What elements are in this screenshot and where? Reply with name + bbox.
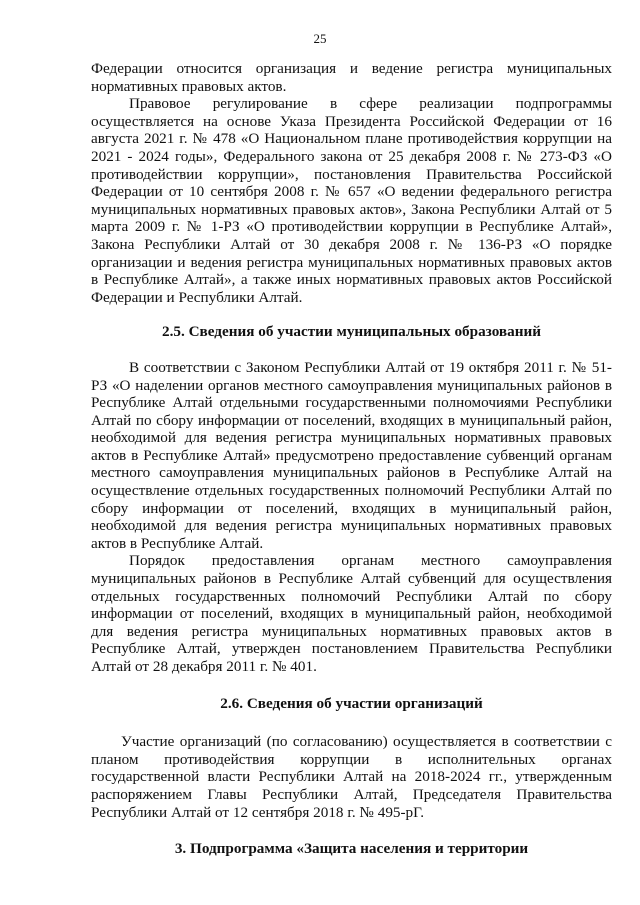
paragraph-continuation: Федерации относится организация и ведение регистра муниципальных нормативных правовых актов. xyxy=(91,60,612,95)
section-heading-2-5: 2.5. Сведения об участии муниципальных образований xyxy=(162,323,541,341)
paragraph-subvention-procedure: Порядок предоставления органам местного самоуправления муниципальных районов в Республике Алтай субвенций для осуществления отдельных государственных полномочий Республики Алтай по сбору информации от поселений, входящих в муниципальный район, необходимой для ведения регистра муниципальных нормативных правовых актов в Республике Алтай, утвержден постановлением Правительства Республики Алтай от 28 декабря 2011 г. № 401. xyxy=(91,552,612,675)
page-number: 25 xyxy=(313,31,327,46)
section-heading-3: 3. Подпрограмма «Защита населения и территории xyxy=(174,840,529,858)
section-heading-2-6: 2.6. Сведения об участии организаций xyxy=(220,694,483,712)
document-body xyxy=(91,60,612,858)
paragraph-municipal-law: В соответствии с Законом Республики Алтай от 19 октября 2011 г. № 51-РЗ «О наделении органов местного самоуправления муниципальных районов в Республике Алтай отдельными государственными полномочиями Республики Алтай по сбору информации от поселений, входящих в муниципальный район, необходимой для ведения регистра муниципальных нормативных правовых актов в Республике Алтай» предусмотрено предоставление субвенций органам местного самоуправления муниципальных районов в Республике Алтай на осуществление отдельных государственных полномочий Республики Алтай по сбору информации от поселений, входящих в муниципальный район, необходимой для ведения регистра муниципальных нормативных правовых актов в Республике Алтай. xyxy=(91,358,612,552)
paragraph-legal-regulation: Правовое регулирование в сфере реализации подпрограммы осуществляется на основе Указа Президента Российской Федерации от 16 августа 2021 г. № 478 «О Национальном плане противодействия коррупции на 2021 - 2024 годы», Федерального закона от 25 декабря 2008 г. № 273-ФЗ «О противодействии коррупции», постановления Правительства Российской Федерации от 10 сентября 2008 г. № 657 «О ведении федерального регистра муниципальных нормативных правовых актов», Закона Республики Алтай от 5 марта 2009 г. № 1-РЗ «О противодействии коррупции в Республике Алтай», Закона Республики Алтай от 30 декабря 2008 г. № 136-РЗ «О порядке организации и ведения регистра муниципальных нормативных правовых актов в Республике Алтай», а также иных нормативных правовых актов Российской Федерации и Республики Алтай. xyxy=(91,95,612,306)
paragraph-organizations-participation: Участие организаций (по согласованию) осуществляется в соответствии с планом противодействия коррупции в исполнительных органах государственной власти Республики Алтай на 2018-2024 гг., утвержденным распоряжением Главы Республики Алтай, Председателя Правительства Республики Алтай от 12 сентября 2018 г. № 495-рГ. xyxy=(91,733,612,821)
